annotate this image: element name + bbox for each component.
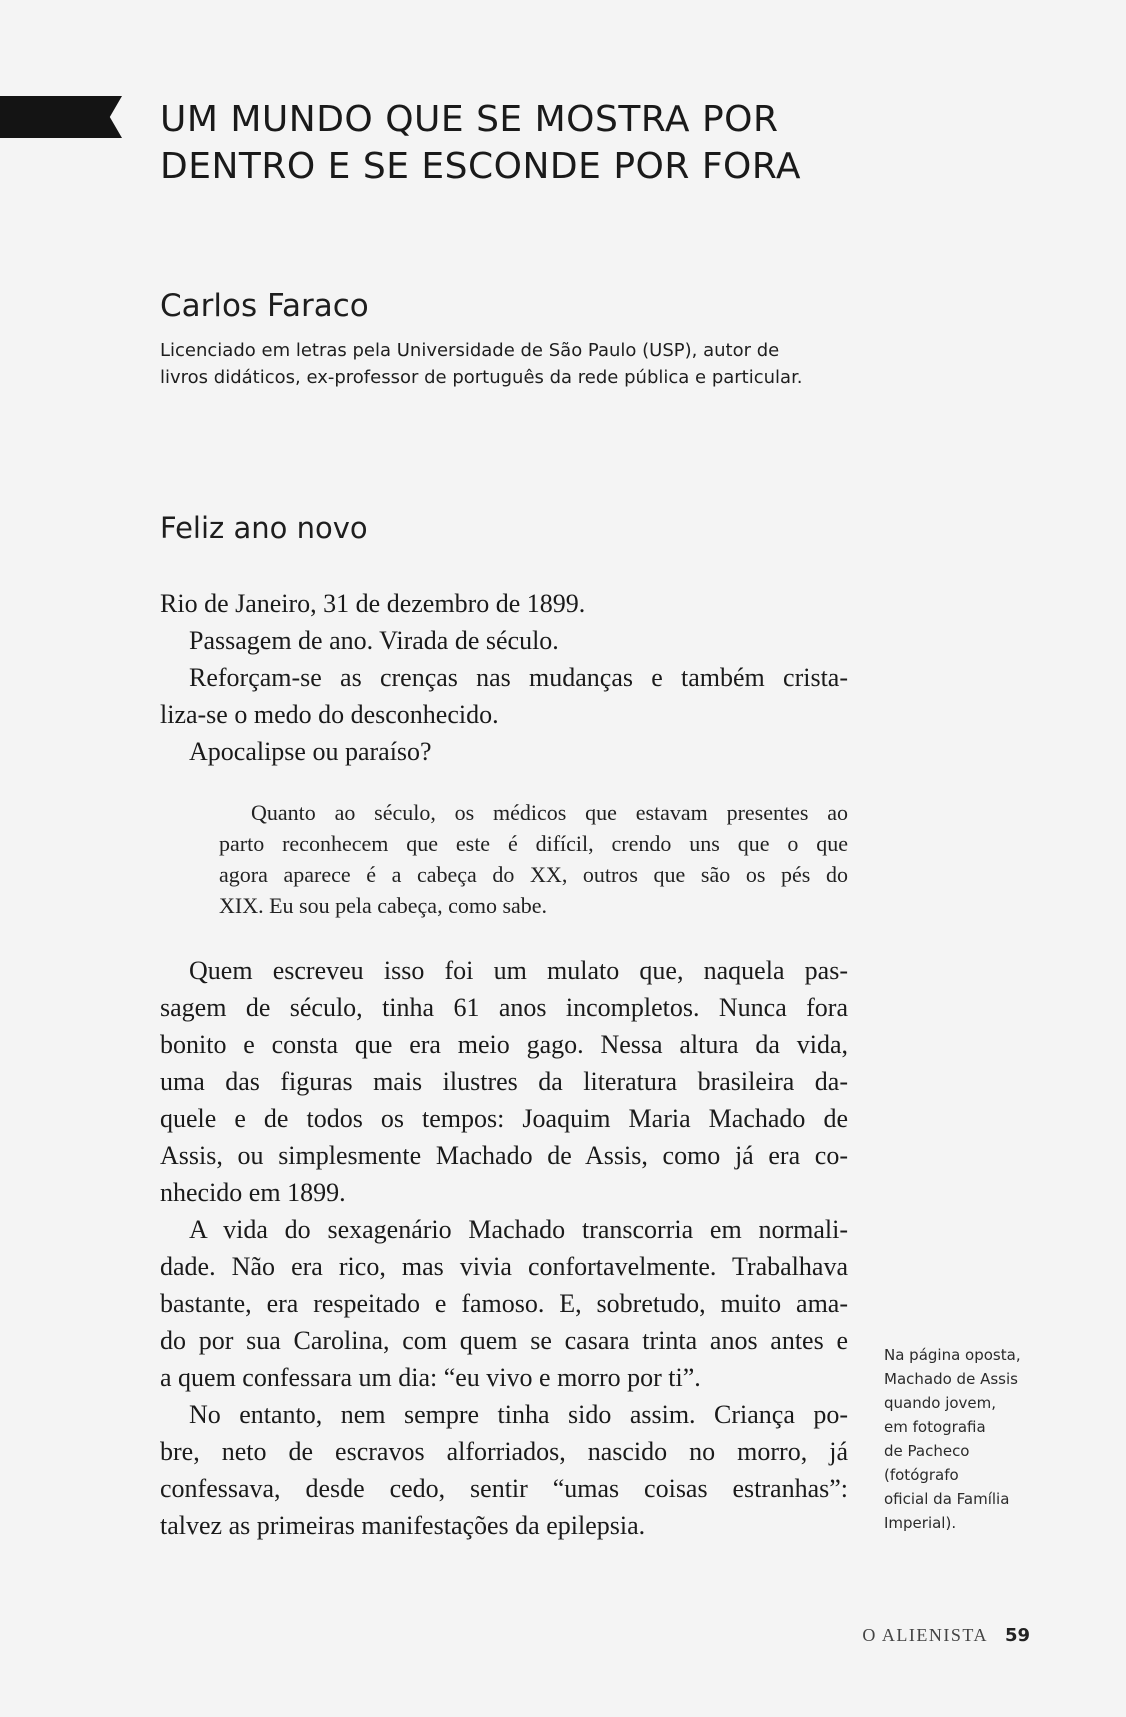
- paragraph-line: bonito e consta que era meio gago. Nessa altura da vida,: [160, 1030, 848, 1059]
- paragraph-line: confessava, desde cedo, sentir “umas coisas estranhas”:: [160, 1474, 848, 1503]
- author-bio-line: livros didáticos, ex-professor de português da rede pública e particular.: [160, 367, 803, 388]
- caption-line: em fotografia: [884, 1418, 986, 1436]
- section-heading: Feliz ano novo: [160, 511, 368, 545]
- quote-line: XIX. Eu sou pela cabeça, como sabe.: [219, 893, 548, 918]
- quote-line: Quanto ao século, os médicos que estavam presentes ao: [251, 800, 848, 825]
- photo-caption: [884, 1343, 1034, 1535]
- intro-line: Rio de Janeiro, 31 de dezembro de 1899.: [160, 589, 586, 618]
- paragraph-1: [160, 952, 848, 1211]
- chapter-title-line: DENTRO E SE ESCONDE POR FORA: [160, 146, 802, 187]
- caption-line: de Pacheco: [884, 1442, 970, 1460]
- intro-line: Passagem de ano. Virada de século.: [189, 626, 559, 655]
- paragraph-3: [160, 1396, 848, 1544]
- paragraph-2: [160, 1211, 848, 1396]
- page-number: 59: [1004, 1625, 1030, 1646]
- caption-line: oficial da Família: [884, 1490, 1010, 1508]
- page-footer: [862, 1622, 1030, 1649]
- paragraph-line: uma das figuras mais ilustres da literatura brasileira da-: [160, 1067, 848, 1096]
- caption-line: Imperial).: [884, 1514, 957, 1532]
- paragraph-line: a quem confessara um dia: “eu vivo e morro por ti”.: [160, 1363, 701, 1392]
- author-name: Carlos Faraco: [160, 288, 369, 324]
- paragraph-line: sagem de século, tinha 61 anos incompletos. Nunca fora: [160, 993, 848, 1022]
- author-bio: [160, 337, 860, 391]
- intro-line: Reforçam-se as crenças nas mudanças e também crista-: [189, 663, 848, 692]
- paragraph-line: talvez as primeiras manifestações da epilepsia.: [160, 1511, 646, 1540]
- paragraph-line: bastante, era respeitado e famoso. E, sobretudo, muito ama-: [160, 1289, 848, 1318]
- paragraph-line: dade. Não era rico, mas vivia confortavelmente. Trabalhava: [160, 1252, 848, 1281]
- paragraph-line: A vida do sexagenário Machado transcorria em normali-: [189, 1215, 848, 1244]
- paragraph-line: Assis, ou simplesmente Machado de Assis, como já era co-: [160, 1141, 848, 1170]
- author-bio-line: Licenciado em letras pela Universidade de São Paulo (USP), autor de: [160, 340, 780, 361]
- caption-line: quando jovem,: [884, 1394, 997, 1412]
- chapter-bookmark-marker: [0, 96, 122, 138]
- paragraph-line: nhecido em 1899.: [160, 1178, 346, 1207]
- quote-line: parto reconhecem que este é difícil, crendo uns que o que: [219, 831, 848, 856]
- caption-line: Machado de Assis: [884, 1370, 1018, 1388]
- intro-text: [160, 585, 848, 770]
- paragraph-line: bre, neto de escravos alforriados, nascido no morro, já: [160, 1437, 848, 1466]
- paragraph-line: Quem escreveu isso foi um mulato que, naquela pas-: [189, 956, 848, 985]
- paragraph-line: No entanto, nem sempre tinha sido assim. Criança po-: [189, 1400, 848, 1429]
- caption-line: Na página oposta,: [884, 1346, 1021, 1364]
- paragraph-line: do por sua Carolina, com quem se casara trinta anos antes e: [160, 1326, 848, 1355]
- running-book-title: O ALIENISTA: [862, 1625, 988, 1645]
- block-quote: [219, 797, 848, 921]
- quote-line: agora aparece é a cabeça do XX, outros que são os pés do: [219, 862, 848, 887]
- caption-line: (fotógrafo: [884, 1466, 959, 1484]
- chapter-title-line: UM MUNDO QUE SE MOSTRA POR: [160, 99, 779, 140]
- intro-line: Apocalipse ou paraíso?: [189, 737, 432, 766]
- intro-line: liza-se o medo do desconhecido.: [160, 700, 499, 729]
- chapter-title: [160, 96, 920, 190]
- paragraph-line: quele e de todos os tempos: Joaquim Maria Machado de: [160, 1104, 848, 1133]
